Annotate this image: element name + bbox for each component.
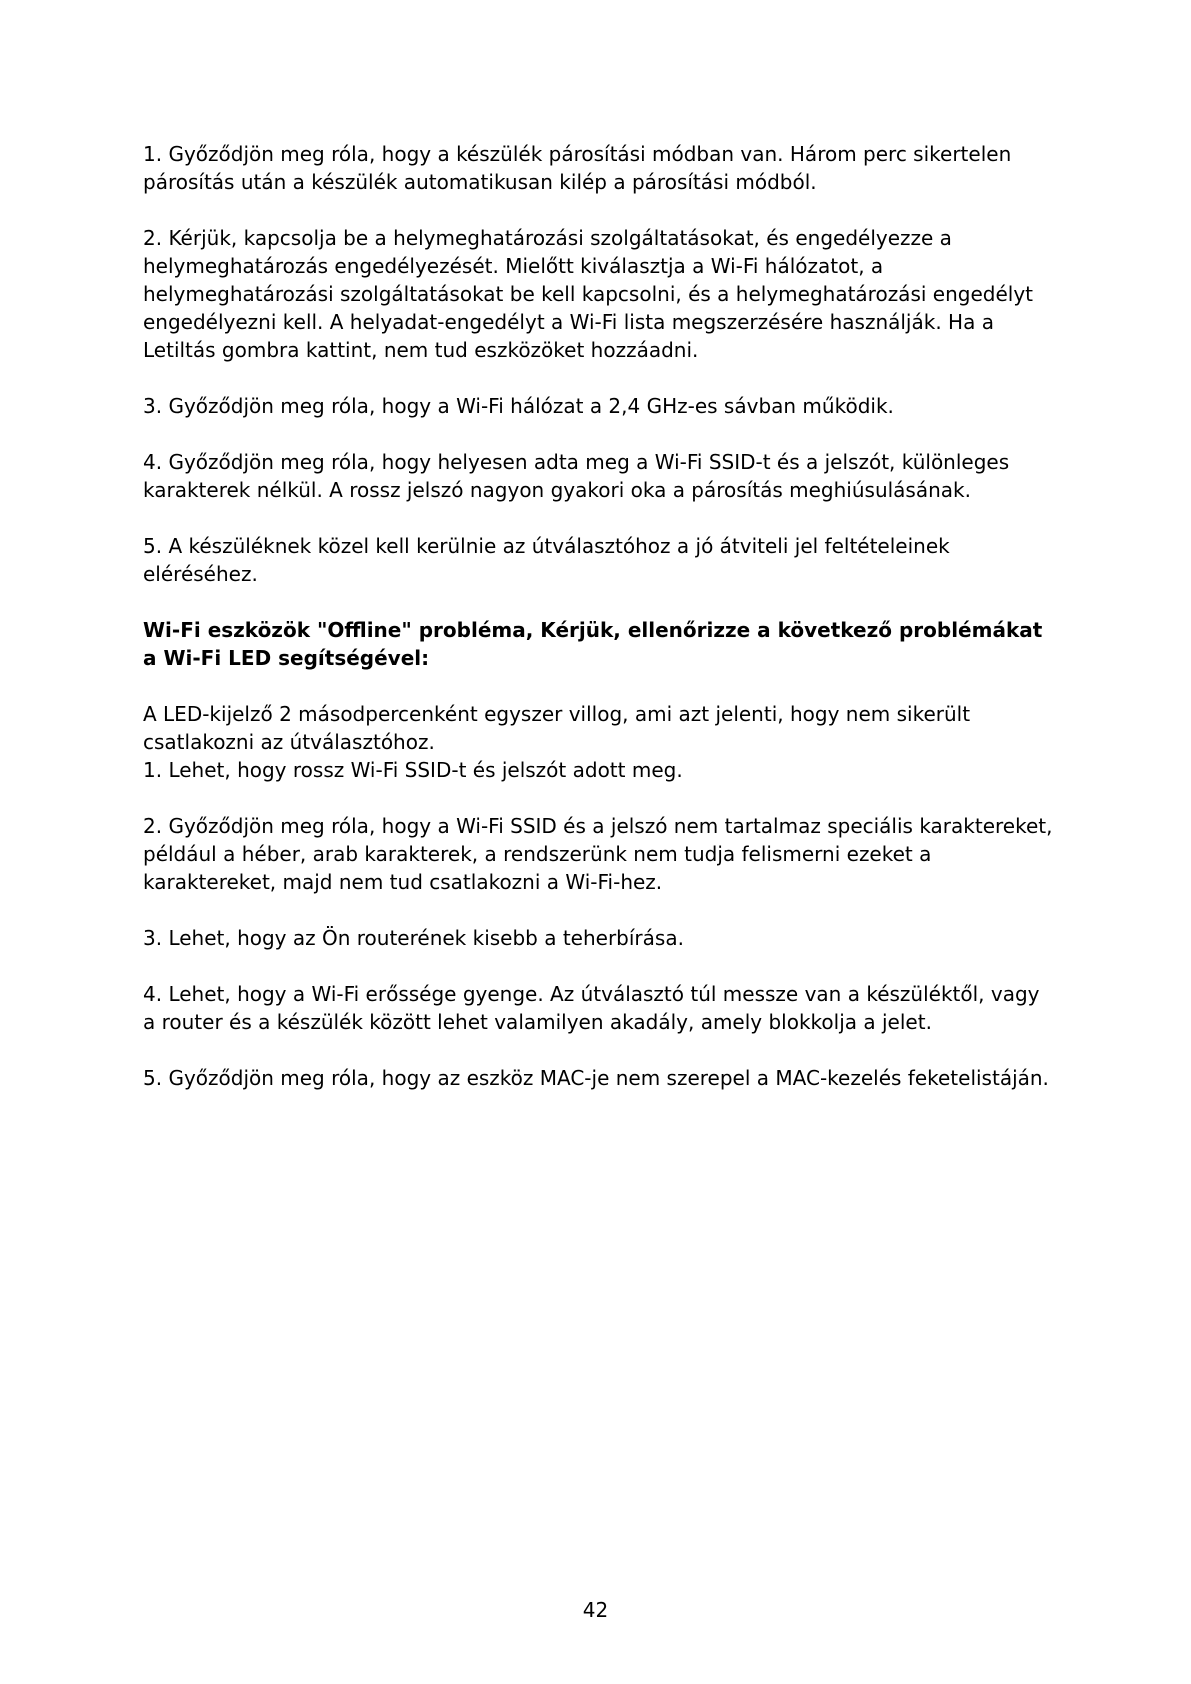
text-line: helymeghatározási szolgáltatásokat be kell kapcsolni, és a helymeghatározási engedélyt xyxy=(143,282,1033,306)
text-line: párosítás után a készülék automatikusan kilép a párosítási módból. xyxy=(143,170,817,194)
text-line: engedélyezni kell. A helyadat-engedélyt a Wi-Fi lista megszerzésére használják. Ha a xyxy=(143,310,994,334)
list-item-mac-blacklist xyxy=(143,1064,1073,1092)
text-line: 4. Lehet, hogy a Wi-Fi erőssége gyenge. Az útválasztó túl messze van a készüléktől, vagy xyxy=(143,982,1040,1006)
page-content xyxy=(143,140,1073,1120)
text-line: 2. Győződjön meg róla, hogy a Wi-Fi SSID és a jelszó nem tartalmaz speciális karaktereket, xyxy=(143,814,1053,838)
text-line: például a héber, arab karakterek, a rendszerünk nem tudja felismerni ezeket a xyxy=(143,842,932,866)
text-line: 5. Győződjön meg róla, hogy az eszköz MAC-je nem szerepel a MAC-kezelés feketelistáján. xyxy=(143,1066,1049,1090)
list-item-router-capacity xyxy=(143,924,1073,952)
paragraph-location-services xyxy=(143,224,1073,364)
list-item-special-characters xyxy=(143,812,1073,896)
text-line: 2. Kérjük, kapcsolja be a helymeghatározási szolgáltatásokat, és engedélyezze a xyxy=(143,226,952,250)
paragraph-led-intro xyxy=(143,700,1073,756)
text-line: 3. Lehet, hogy az Ön routerének kisebb a teherbírása. xyxy=(143,926,684,950)
text-line: A LED-kijelző 2 másodpercenként egyszer villog, ami azt jelenti, hogy nem sikerült xyxy=(143,702,971,726)
text-line: karaktereket, majd nem tud csatlakozni a Wi-Fi-hez. xyxy=(143,870,663,894)
text-line: Letiltás gombra kattint, nem tud eszközöket hozzáadni. xyxy=(143,338,699,362)
text-line: karakterek nélkül. A rossz jelszó nagyon gyakori oka a párosítás meghiúsulásának. xyxy=(143,478,971,502)
text-line: 4. Győződjön meg róla, hogy helyesen adta meg a Wi-Fi SSID-t és a jelszót, különleges xyxy=(143,450,1010,474)
paragraph-pairing-mode xyxy=(143,140,1073,196)
text-line: helymeghatározás engedélyezését. Mielőtt kiválasztja a Wi-Fi hálózatot, a xyxy=(143,254,884,278)
text-line: eléréséhez. xyxy=(143,562,258,586)
heading-line: Wi-Fi eszközök "Offline" probléma, Kérjük, ellenőrizze a következő problémákat xyxy=(143,618,1043,642)
text-line: csatlakozni az útválasztóhoz. xyxy=(143,730,435,754)
text-line: 5. A készüléknek közel kell kerülnie az útválasztóhoz a jó átviteli jel feltételeinek xyxy=(143,534,950,558)
paragraph-router-distance xyxy=(143,532,1073,588)
paragraph-wifi-band xyxy=(143,392,1073,420)
heading-line: a Wi-Fi LED segítségével: xyxy=(143,646,430,670)
list-item-wrong-ssid xyxy=(143,756,1073,784)
text-line: a router és a készülék között lehet valamilyen akadály, amely blokkolja a jelet. xyxy=(143,1010,932,1034)
text-line: 1. Győződjön meg róla, hogy a készülék párosítási módban van. Három perc sikertelen xyxy=(143,142,1012,166)
paragraph-ssid-password xyxy=(143,448,1073,504)
section-heading-offline xyxy=(143,616,1073,672)
text-line: 1. Lehet, hogy rossz Wi-Fi SSID-t és jelszót adott meg. xyxy=(143,758,683,782)
page-number: 42 xyxy=(582,1598,609,1622)
text-line: 3. Győződjön meg róla, hogy a Wi-Fi hálózat a 2,4 GHz-es sávban működik. xyxy=(143,394,894,418)
list-item-weak-signal xyxy=(143,980,1073,1036)
